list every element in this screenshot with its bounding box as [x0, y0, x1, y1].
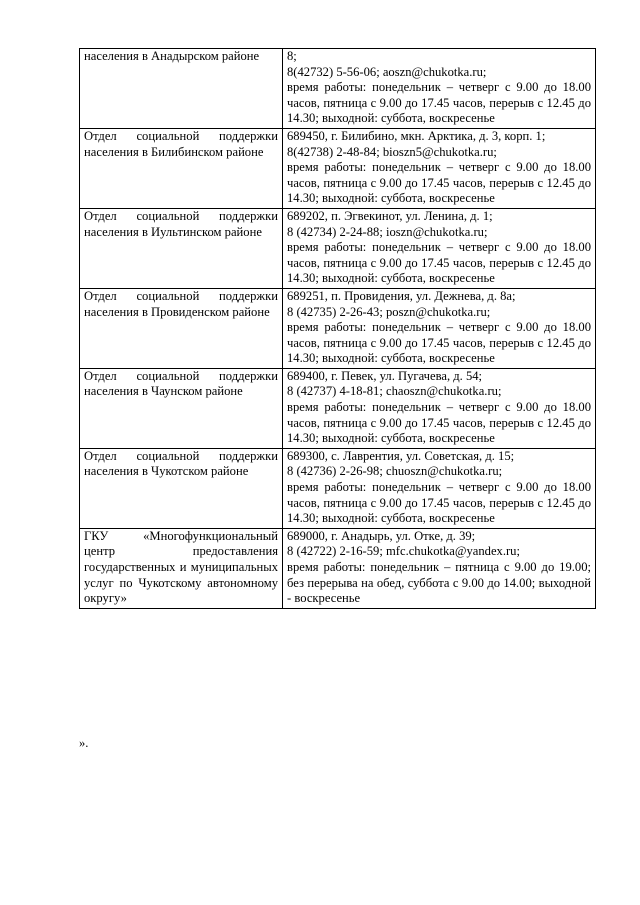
phone-email-text: 8 (42736) 2-26-98; chuoszn@chukotka.ru; [287, 464, 503, 479]
address-text: 689450, г. Билибино, мкн. Арктика, д. 3, корп. 1; [287, 128, 546, 143]
contact-info-cell [283, 208, 596, 288]
closing-quote-mark: ». [79, 736, 89, 750]
working-hours-text: время работы: понедельник – четверг с 9.00 до 18.00 часов, пятница с 9.00 до 17.45 часов, перерыв с 12.45 до 14.30; выходной: суббота, воскресенье [287, 160, 591, 206]
working-hours-text: время работы: понедельник – четверг с 9.00 до 18.00 часов, пятница с 9.00 до 17.45 часов, перерыв с 12.45 до 14.30; выходной: суббота, воскресенье [287, 400, 591, 446]
working-hours-text: время работы: понедельник – пятница с 9.00 до 19.00; без перерыва на обед, суббота с 9.00 до 14.00; выходной - воскресенье [287, 560, 591, 606]
phone-email-text: 8(42738) 2-48-84; bioszn5@chukotka.ru; [287, 144, 497, 159]
org-cell: Отдел социальной поддержки населения в Чукотском районе [80, 448, 283, 528]
address-text: 689400, г. Певек, ул. Пугачева, д. 54; [287, 368, 483, 383]
table-row [80, 448, 596, 528]
org-cell: ГКУ «Многофункциональный центр предоставления государственных и муниципальных услуг по Чукотскому автономному округу» [80, 528, 283, 608]
table-row [80, 49, 596, 129]
phone-email-text: 8 (42735) 2-26-43; poszn@chukotka.ru; [287, 304, 491, 319]
contact-info-cell [283, 448, 596, 528]
phone-email-text: 8(42732) 5-56-06; aoszn@chukotka.ru; [287, 64, 487, 79]
org-cell: Отдел социальной поддержки населения в Иультинском районе [80, 208, 283, 288]
phone-email-text: 8 (42734) 2-24-88; ioszn@chukotka.ru; [287, 224, 488, 239]
org-cell: Отдел социальной поддержки населения в Чаунском районе [80, 368, 283, 448]
address-text: 689202, п. Эгвекинот, ул. Ленина, д. 1; [287, 208, 493, 223]
address-text: 689251, п. Провидения, ул. Дежнева, д. 8а; [287, 288, 516, 303]
org-cell: населения в Анадырском районе [80, 49, 283, 129]
table-row [80, 208, 596, 288]
contact-info-cell [283, 368, 596, 448]
org-cell: Отдел социальной поддержки населения в Билибинском районе [80, 128, 283, 208]
contact-info-cell [283, 528, 596, 608]
working-hours-text: время работы: понедельник – четверг с 9.00 до 18.00 часов, пятница с 9.00 до 17.45 часов, перерыв с 12.45 до 14.30; выходной: суббота, воскресенье [287, 480, 591, 526]
working-hours-text: время работы: понедельник – четверг с 9.00 до 18.00 часов, пятница с 9.00 до 17.45 часов, перерыв с 12.45 до 14.30; выходной: суббота, воскресенье [287, 240, 591, 286]
address-text: 8; [287, 49, 297, 63]
contact-info-cell [283, 128, 596, 208]
org-cell: Отдел социальной поддержки населения в Провиденском районе [80, 288, 283, 368]
address-text: 689000, г. Анадырь, ул. Отке, д. 39; [287, 528, 476, 543]
table-row [80, 128, 596, 208]
contact-info-cell [283, 288, 596, 368]
contacts-table [79, 48, 596, 609]
table-row [80, 528, 596, 608]
contact-info-cell [283, 49, 596, 129]
working-hours-text: время работы: понедельник – четверг с 9.00 до 18.00 часов, пятница с 9.00 до 17.45 часов, перерыв с 12.45 до 14.30; выходной: суббота, воскресенье [287, 80, 591, 126]
table-row [80, 368, 596, 448]
phone-email-text: 8 (42722) 2-16-59; mfc.chukotka@yandex.ru; [287, 544, 520, 559]
working-hours-text: время работы: понедельник – четверг с 9.00 до 18.00 часов, пятница с 9.00 до 17.45 часов, перерыв с 12.45 до 14.30; выходной: суббота, воскресенье [287, 320, 591, 366]
phone-email-text: 8 (42737) 4-18-81; chaoszn@chukotka.ru; [287, 384, 502, 399]
address-text: 689300, с. Лаврентия, ул. Советская, д. 15; [287, 448, 515, 463]
table-row [80, 288, 596, 368]
